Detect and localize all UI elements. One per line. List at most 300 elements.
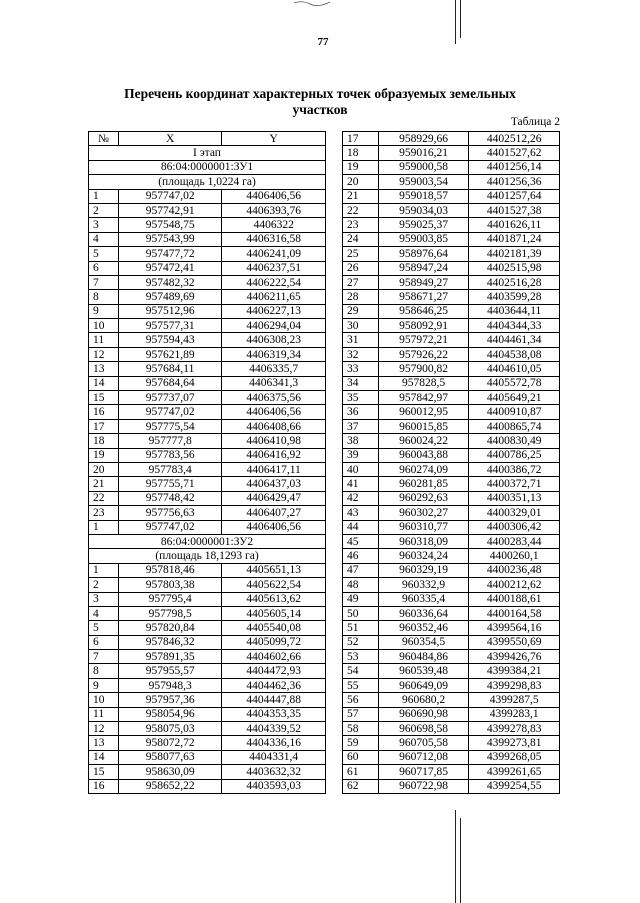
point-number: 8 — [89, 290, 119, 304]
table-row — [343, 722, 560, 736]
point-number: 13 — [89, 362, 119, 376]
point-number: 17 — [89, 419, 119, 433]
x-coordinate: 960043,88 — [378, 448, 469, 462]
y-coordinate: 4399261,65 — [469, 765, 560, 779]
point-number: 1 — [89, 189, 119, 203]
point-number: 7 — [89, 650, 119, 664]
x-coordinate: 960690,98 — [378, 707, 469, 721]
y-coordinate: 4406406,56 — [222, 520, 326, 534]
table-row — [343, 247, 560, 261]
page-title: Перечень координат характерных точек образуемых земельных участков — [124, 86, 516, 117]
table-row — [343, 506, 560, 520]
y-coordinate: 4406416,92 — [222, 448, 326, 462]
x-coordinate: 958077,63 — [118, 750, 222, 764]
table-label: Таблица 2 — [510, 116, 560, 128]
x-coordinate: 960292,63 — [378, 491, 469, 505]
y-coordinate: 4406429,47 — [222, 491, 326, 505]
table-row — [89, 491, 326, 505]
y-coordinate: 4399564,16 — [469, 621, 560, 635]
table-row — [343, 146, 560, 160]
table-row — [343, 592, 560, 606]
point-number: 21 — [89, 477, 119, 491]
table-row — [89, 664, 326, 678]
x-coordinate: 959003,85 — [378, 232, 469, 246]
x-coordinate: 957577,31 — [118, 319, 222, 333]
point-number: 21 — [343, 189, 379, 203]
scan-line-bottom-2 — [460, 818, 461, 903]
x-coordinate: 957783,4 — [118, 462, 222, 476]
point-number: 36 — [343, 405, 379, 419]
point-number: 26 — [343, 261, 379, 275]
point-number: 48 — [343, 578, 379, 592]
point-number: 40 — [343, 462, 379, 476]
y-coordinate: 4406410,98 — [222, 434, 326, 448]
y-coordinate: 4405099,72 — [222, 635, 326, 649]
table-row — [343, 750, 560, 764]
y-coordinate: 4406316,58 — [222, 232, 326, 246]
table-row — [343, 448, 560, 462]
point-number: 18 — [89, 434, 119, 448]
y-coordinate: 4406237,51 — [222, 261, 326, 275]
table-row — [343, 347, 560, 361]
point-number: 35 — [343, 391, 379, 405]
table-row — [89, 592, 326, 606]
scan-line-top-2 — [460, 0, 461, 38]
y-coordinate: 4406437,03 — [222, 477, 326, 491]
point-number: 2 — [89, 203, 119, 217]
x-coordinate: 960024,22 — [378, 434, 469, 448]
plot1-area: (площадь 1,0224 га) — [89, 175, 326, 189]
x-coordinate: 959003,54 — [378, 175, 469, 189]
y-coordinate: 4406408,66 — [222, 419, 326, 433]
x-coordinate: 960717,85 — [378, 765, 469, 779]
x-coordinate: 957748,42 — [118, 491, 222, 505]
x-coordinate: 957755,71 — [118, 477, 222, 491]
table-row — [343, 333, 560, 347]
y-coordinate: 4400910,87 — [469, 405, 560, 419]
point-number: 47 — [343, 563, 379, 577]
y-coordinate: 4400164,58 — [469, 606, 560, 620]
x-coordinate: 957737,07 — [118, 391, 222, 405]
x-coordinate: 958075,03 — [118, 722, 222, 736]
table-row — [89, 506, 326, 520]
point-number: 3 — [89, 218, 119, 232]
table-row — [343, 563, 560, 577]
y-coordinate: 4401527,38 — [469, 203, 560, 217]
point-number: 34 — [343, 376, 379, 390]
table-row — [89, 189, 326, 203]
point-number: 4 — [89, 232, 119, 246]
x-coordinate: 957684,11 — [118, 362, 222, 376]
point-number: 14 — [89, 750, 119, 764]
point-number: 28 — [343, 290, 379, 304]
coordinates-table-right — [342, 131, 560, 794]
y-coordinate: 4404331,4 — [222, 750, 326, 764]
point-number: 20 — [343, 175, 379, 189]
y-coordinate: 4406406,56 — [222, 189, 326, 203]
x-coordinate: 957489,69 — [118, 290, 222, 304]
point-number: 57 — [343, 707, 379, 721]
y-coordinate: 4406341,3 — [222, 376, 326, 390]
table-row — [89, 275, 326, 289]
point-number: 18 — [343, 146, 379, 160]
x-coordinate: 957818,46 — [118, 563, 222, 577]
x-coordinate: 958671,27 — [378, 290, 469, 304]
point-number: 14 — [89, 376, 119, 390]
point-number: 53 — [343, 650, 379, 664]
table-row — [89, 405, 326, 419]
y-coordinate: 4400351,13 — [469, 491, 560, 505]
y-coordinate: 4402181,39 — [469, 247, 560, 261]
table-row — [89, 707, 326, 721]
point-number: 23 — [89, 506, 119, 520]
point-number: 55 — [343, 678, 379, 692]
point-number: 41 — [343, 477, 379, 491]
plot2-area: (площадь 18,1293 га) — [89, 549, 326, 563]
y-coordinate: 4404538,08 — [469, 347, 560, 361]
table-row — [343, 462, 560, 476]
table-row — [89, 765, 326, 779]
header-y: Y — [222, 132, 326, 146]
x-coordinate: 957482,32 — [118, 275, 222, 289]
page-number: 77 — [317, 36, 329, 48]
point-number: 10 — [89, 319, 119, 333]
point-number: 33 — [343, 362, 379, 376]
table-row — [343, 376, 560, 390]
y-coordinate: 4399254,55 — [469, 779, 560, 793]
point-number: 22 — [89, 491, 119, 505]
x-coordinate: 958976,64 — [378, 247, 469, 261]
table-row — [89, 232, 326, 246]
table-header-row — [89, 132, 326, 146]
x-coordinate: 958072,72 — [118, 736, 222, 750]
y-coordinate: 4399426,76 — [469, 650, 560, 664]
y-coordinate: 4399384,21 — [469, 664, 560, 678]
y-coordinate: 4405613,62 — [222, 592, 326, 606]
y-coordinate: 4406322 — [222, 218, 326, 232]
x-coordinate: 957891,35 — [118, 650, 222, 664]
table-row — [343, 693, 560, 707]
point-number: 4 — [89, 606, 119, 620]
plot2-area-row — [89, 549, 326, 563]
table-row — [343, 232, 560, 246]
point-number: 15 — [89, 391, 119, 405]
x-coordinate: 960012,95 — [378, 405, 469, 419]
point-number: 6 — [89, 261, 119, 275]
table-row — [89, 448, 326, 462]
table-row — [343, 520, 560, 534]
coordinates-table-left — [88, 131, 326, 794]
y-coordinate: 4403632,32 — [222, 765, 326, 779]
point-number: 56 — [343, 693, 379, 707]
table-row — [343, 304, 560, 318]
x-coordinate: 957747,02 — [118, 405, 222, 419]
table-row — [343, 405, 560, 419]
table-row — [343, 261, 560, 275]
point-number: 19 — [89, 448, 119, 462]
table-row — [89, 434, 326, 448]
plot1-cadastral: 86:04:0000001:ЗУ1 — [89, 160, 326, 174]
x-coordinate: 957972,21 — [378, 333, 469, 347]
table-row — [343, 275, 560, 289]
table-row — [89, 376, 326, 390]
y-coordinate: 4399283,1 — [469, 707, 560, 721]
x-coordinate: 957742,91 — [118, 203, 222, 217]
x-coordinate: 957594,43 — [118, 333, 222, 347]
table-row — [343, 203, 560, 217]
y-coordinate: 4404462,36 — [222, 678, 326, 692]
y-coordinate: 4406227,13 — [222, 304, 326, 318]
x-coordinate: 960302,27 — [378, 506, 469, 520]
point-number: 29 — [343, 304, 379, 318]
table-row — [89, 563, 326, 577]
x-coordinate: 960336,64 — [378, 606, 469, 620]
x-coordinate: 957777,8 — [118, 434, 222, 448]
point-number: 50 — [343, 606, 379, 620]
table-row — [89, 362, 326, 376]
y-coordinate: 4403644,11 — [469, 304, 560, 318]
x-coordinate: 960332,9 — [378, 578, 469, 592]
x-coordinate: 957783,56 — [118, 448, 222, 462]
y-coordinate: 4399287,5 — [469, 693, 560, 707]
point-number: 20 — [89, 462, 119, 476]
x-coordinate: 957957,36 — [118, 693, 222, 707]
point-number: 23 — [343, 218, 379, 232]
point-number: 17 — [343, 132, 379, 146]
point-number: 22 — [343, 203, 379, 217]
point-number: 5 — [89, 247, 119, 261]
point-number: 30 — [343, 319, 379, 333]
stage-row — [89, 146, 326, 160]
point-number: 27 — [343, 275, 379, 289]
x-coordinate: 960329,19 — [378, 563, 469, 577]
x-coordinate: 960698,58 — [378, 722, 469, 736]
y-coordinate: 4406211,65 — [222, 290, 326, 304]
point-number: 46 — [343, 549, 379, 563]
x-coordinate: 958929,66 — [378, 132, 469, 146]
point-number: 60 — [343, 750, 379, 764]
y-coordinate: 4404602,66 — [222, 650, 326, 664]
x-coordinate: 957798,5 — [118, 606, 222, 620]
point-number: 9 — [89, 304, 119, 318]
y-coordinate: 4403593,03 — [222, 779, 326, 793]
x-coordinate: 958646,25 — [378, 304, 469, 318]
y-coordinate: 4404447,88 — [222, 693, 326, 707]
point-number: 12 — [89, 722, 119, 736]
point-number: 32 — [343, 347, 379, 361]
table-row — [343, 736, 560, 750]
table-row — [343, 290, 560, 304]
table-row — [89, 333, 326, 347]
scan-artifact-mark — [292, 0, 332, 6]
x-coordinate: 960318,09 — [378, 534, 469, 548]
header-x: X — [118, 132, 222, 146]
y-coordinate: 4399278,83 — [469, 722, 560, 736]
x-coordinate: 960354,5 — [378, 635, 469, 649]
x-coordinate: 960484,86 — [378, 650, 469, 664]
table-row — [89, 462, 326, 476]
table-row — [343, 319, 560, 333]
x-coordinate: 959025,37 — [378, 218, 469, 232]
x-coordinate: 960274,09 — [378, 462, 469, 476]
table-row — [89, 247, 326, 261]
table-row — [343, 175, 560, 189]
x-coordinate: 960324,24 — [378, 549, 469, 563]
point-number: 62 — [343, 779, 379, 793]
x-coordinate: 957820,84 — [118, 621, 222, 635]
point-number: 7 — [89, 275, 119, 289]
y-coordinate: 4400786,25 — [469, 448, 560, 462]
table-row — [89, 693, 326, 707]
y-coordinate: 4400212,62 — [469, 578, 560, 592]
table-row — [89, 520, 326, 534]
y-coordinate: 4405572,78 — [469, 376, 560, 390]
table-row — [89, 304, 326, 318]
x-coordinate: 957926,22 — [378, 347, 469, 361]
point-number: 49 — [343, 592, 379, 606]
x-coordinate: 958092,91 — [378, 319, 469, 333]
y-coordinate: 4400306,42 — [469, 520, 560, 534]
y-coordinate: 4400260,1 — [469, 549, 560, 563]
table-row — [89, 290, 326, 304]
point-number: 42 — [343, 491, 379, 505]
y-coordinate: 4401257,64 — [469, 189, 560, 203]
x-coordinate: 959034,03 — [378, 203, 469, 217]
y-coordinate: 4402515,98 — [469, 261, 560, 275]
y-coordinate: 4406222,54 — [222, 275, 326, 289]
y-coordinate: 4406241,09 — [222, 247, 326, 261]
stage-label: I этап — [89, 146, 326, 160]
table-row — [89, 218, 326, 232]
x-coordinate: 960281,85 — [378, 477, 469, 491]
x-coordinate: 959016,21 — [378, 146, 469, 160]
table-row — [89, 606, 326, 620]
x-coordinate: 957803,38 — [118, 578, 222, 592]
point-number: 39 — [343, 448, 379, 462]
point-number: 8 — [89, 664, 119, 678]
y-coordinate: 4404472,93 — [222, 664, 326, 678]
scan-line-bottom — [455, 810, 456, 903]
point-number: 1 — [89, 520, 119, 534]
plot2-cadastral-row — [89, 534, 326, 548]
y-coordinate: 4401871,24 — [469, 232, 560, 246]
x-coordinate: 959018,57 — [378, 189, 469, 203]
table-row — [89, 347, 326, 361]
table-row — [343, 650, 560, 664]
point-number: 12 — [89, 347, 119, 361]
y-coordinate: 4400329,01 — [469, 506, 560, 520]
table-row — [343, 664, 560, 678]
y-coordinate: 4406393,76 — [222, 203, 326, 217]
table-row — [89, 477, 326, 491]
table-row — [343, 765, 560, 779]
y-coordinate: 4399298,83 — [469, 678, 560, 692]
x-coordinate: 957747,02 — [118, 189, 222, 203]
y-coordinate: 4404353,35 — [222, 707, 326, 721]
table-row — [343, 635, 560, 649]
point-number: 10 — [89, 693, 119, 707]
x-coordinate: 957548,75 — [118, 218, 222, 232]
table-row — [343, 578, 560, 592]
y-coordinate: 4399273,81 — [469, 736, 560, 750]
point-number: 45 — [343, 534, 379, 548]
y-coordinate: 4406308,23 — [222, 333, 326, 347]
y-coordinate: 4403599,28 — [469, 290, 560, 304]
table-row — [343, 606, 560, 620]
point-number: 37 — [343, 419, 379, 433]
x-coordinate: 958630,09 — [118, 765, 222, 779]
y-coordinate: 4406417,11 — [222, 462, 326, 476]
y-coordinate: 4404339,52 — [222, 722, 326, 736]
table-row — [343, 534, 560, 548]
y-coordinate: 4401626,11 — [469, 218, 560, 232]
table-row — [343, 477, 560, 491]
table-row — [343, 391, 560, 405]
x-coordinate: 957477,72 — [118, 247, 222, 261]
table-row — [89, 736, 326, 750]
y-coordinate: 4400372,71 — [469, 477, 560, 491]
x-coordinate: 957948,3 — [118, 678, 222, 692]
plot2-cadastral: 86:04:0000001:ЗУ2 — [89, 534, 326, 548]
y-coordinate: 4400830,49 — [469, 434, 560, 448]
table-row — [343, 132, 560, 146]
x-coordinate: 957747,02 — [118, 520, 222, 534]
table-row — [343, 362, 560, 376]
point-number: 3 — [89, 592, 119, 606]
point-number: 61 — [343, 765, 379, 779]
table-row — [89, 419, 326, 433]
point-number: 16 — [89, 779, 119, 793]
x-coordinate: 960310,77 — [378, 520, 469, 534]
y-coordinate: 4406335,7 — [222, 362, 326, 376]
y-coordinate: 4400386,72 — [469, 462, 560, 476]
y-coordinate: 4400865,74 — [469, 419, 560, 433]
x-coordinate: 957775,54 — [118, 419, 222, 433]
x-coordinate: 960722,98 — [378, 779, 469, 793]
point-number: 38 — [343, 434, 379, 448]
x-coordinate: 957684,64 — [118, 376, 222, 390]
x-coordinate: 959000,58 — [378, 160, 469, 174]
y-coordinate: 4406319,34 — [222, 347, 326, 361]
y-coordinate: 4400188,61 — [469, 592, 560, 606]
table-row — [343, 621, 560, 635]
x-coordinate: 957955,57 — [118, 664, 222, 678]
point-number: 15 — [89, 765, 119, 779]
y-coordinate: 4401256,36 — [469, 175, 560, 189]
point-number: 54 — [343, 664, 379, 678]
header-num: № — [89, 132, 119, 146]
y-coordinate: 4404610,05 — [469, 362, 560, 376]
point-number: 51 — [343, 621, 379, 635]
x-coordinate: 957846,32 — [118, 635, 222, 649]
table-row — [89, 722, 326, 736]
x-coordinate: 958652,22 — [118, 779, 222, 793]
y-coordinate: 4406375,56 — [222, 391, 326, 405]
table-row — [89, 203, 326, 217]
x-coordinate: 957543,99 — [118, 232, 222, 246]
y-coordinate: 4404344,33 — [469, 319, 560, 333]
table-row — [89, 750, 326, 764]
table-row — [89, 578, 326, 592]
plot1-cadastral-row — [89, 160, 326, 174]
table-row — [343, 419, 560, 433]
y-coordinate: 4405651,13 — [222, 563, 326, 577]
table-row — [89, 391, 326, 405]
x-coordinate: 958947,24 — [378, 261, 469, 275]
table-row — [343, 491, 560, 505]
table-row — [89, 319, 326, 333]
point-number: 25 — [343, 247, 379, 261]
